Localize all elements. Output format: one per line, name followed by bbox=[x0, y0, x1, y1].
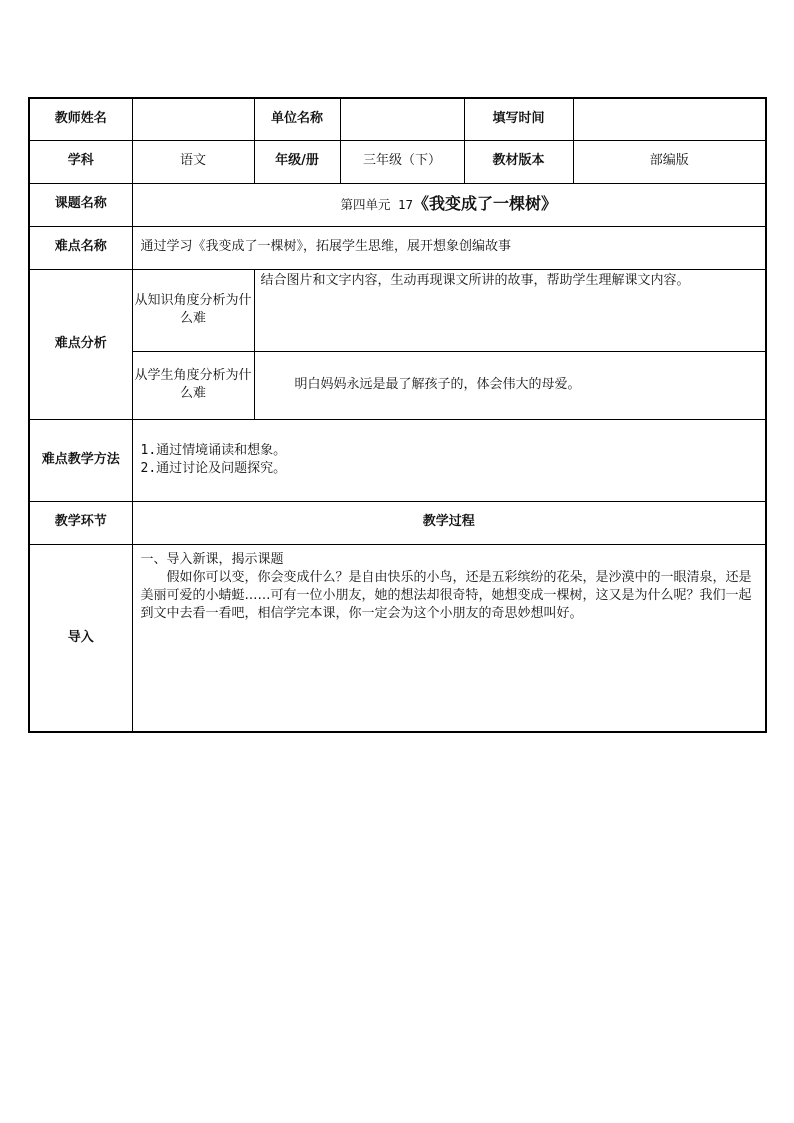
difficulty-name-value: 通过学习《我变成了一棵树》，拓展学生思维，展开想象创编故事 bbox=[132, 226, 766, 269]
teaching-method-list bbox=[132, 419, 766, 501]
unit-name-value bbox=[340, 98, 464, 140]
fill-time-label: 填写时间 bbox=[464, 98, 573, 140]
teacher-name-value bbox=[132, 98, 254, 140]
row-subject-info bbox=[29, 140, 766, 183]
row-lesson-title bbox=[29, 183, 766, 226]
intro-process-content bbox=[132, 544, 766, 732]
difficulty-name-label: 难点名称 bbox=[29, 226, 132, 269]
lesson-plan-table bbox=[28, 97, 767, 733]
subject-label: 学科 bbox=[29, 140, 132, 183]
lesson-plan-sheet bbox=[28, 97, 765, 733]
knowledge-angle-label bbox=[132, 269, 254, 351]
method-item-1: 1.通过情境诵读和想象。 bbox=[140, 442, 287, 458]
teaching-method-label: 难点教学方法 bbox=[29, 419, 132, 501]
lesson-title-cell bbox=[132, 183, 766, 226]
fill-time-value bbox=[573, 98, 766, 140]
teaching-stage-header: 教学环节 bbox=[29, 501, 132, 544]
edition-value: 部编版 bbox=[573, 140, 766, 183]
row-analysis-knowledge bbox=[29, 269, 766, 351]
intro-stage-label: 导入 bbox=[29, 544, 132, 732]
lesson-title: 《我变成了一棵树》 bbox=[413, 194, 558, 214]
row-basic-info bbox=[29, 98, 766, 140]
unit-name-label: 单位名称 bbox=[254, 98, 340, 140]
row-analysis-student bbox=[29, 351, 766, 419]
student-angle-value: 明白妈妈永远是最了解孩子的，体会伟大的母爱。 bbox=[254, 351, 766, 419]
grade-value: 三年级（下） bbox=[340, 140, 464, 183]
intro-paragraph: 假如你可以变，你会变成什么？是自由快乐的小鸟，还是五彩缤纷的花朵，是沙漠中的一眼清泉，还是美丽可爱的小蜻蜓……可有一位小朋友，她的想法却很奇特，她想变成一棵树，这又是为什么呢？我们一起到文中去看一看吧，相信学完本课，你一定会为这个小朋友的奇思妙想叫好。 bbox=[140, 569, 752, 622]
difficulty-analysis-label: 难点分析 bbox=[29, 269, 132, 419]
student-angle-text: 从学生角度分析为什么难 bbox=[134, 367, 252, 401]
row-process-header bbox=[29, 501, 766, 544]
knowledge-angle-text: 从知识角度分析为什么难 bbox=[134, 292, 252, 326]
row-teaching-method bbox=[29, 419, 766, 501]
intro-heading: 一、导入新课，揭示课题 bbox=[140, 551, 284, 567]
method-item-2: 2.通过讨论及问题探究。 bbox=[140, 461, 287, 476]
row-intro bbox=[29, 544, 766, 732]
edition-label: 教材版本 bbox=[464, 140, 573, 183]
teacher-name-label: 教师姓名 bbox=[29, 98, 132, 140]
grade-label: 年级/册 bbox=[254, 140, 340, 183]
teaching-process-header: 教学过程 bbox=[132, 501, 766, 544]
row-difficulty-name bbox=[29, 226, 766, 269]
knowledge-angle-value: 结合图片和文字内容，生动再现课文所讲的故事，帮助学生理解课文内容。 bbox=[254, 269, 766, 351]
lesson-unit-prefix: 第四单元 17 bbox=[340, 197, 414, 213]
student-angle-label bbox=[132, 351, 254, 419]
subject-value: 语文 bbox=[132, 140, 254, 183]
lesson-title-label: 课题名称 bbox=[29, 183, 132, 226]
